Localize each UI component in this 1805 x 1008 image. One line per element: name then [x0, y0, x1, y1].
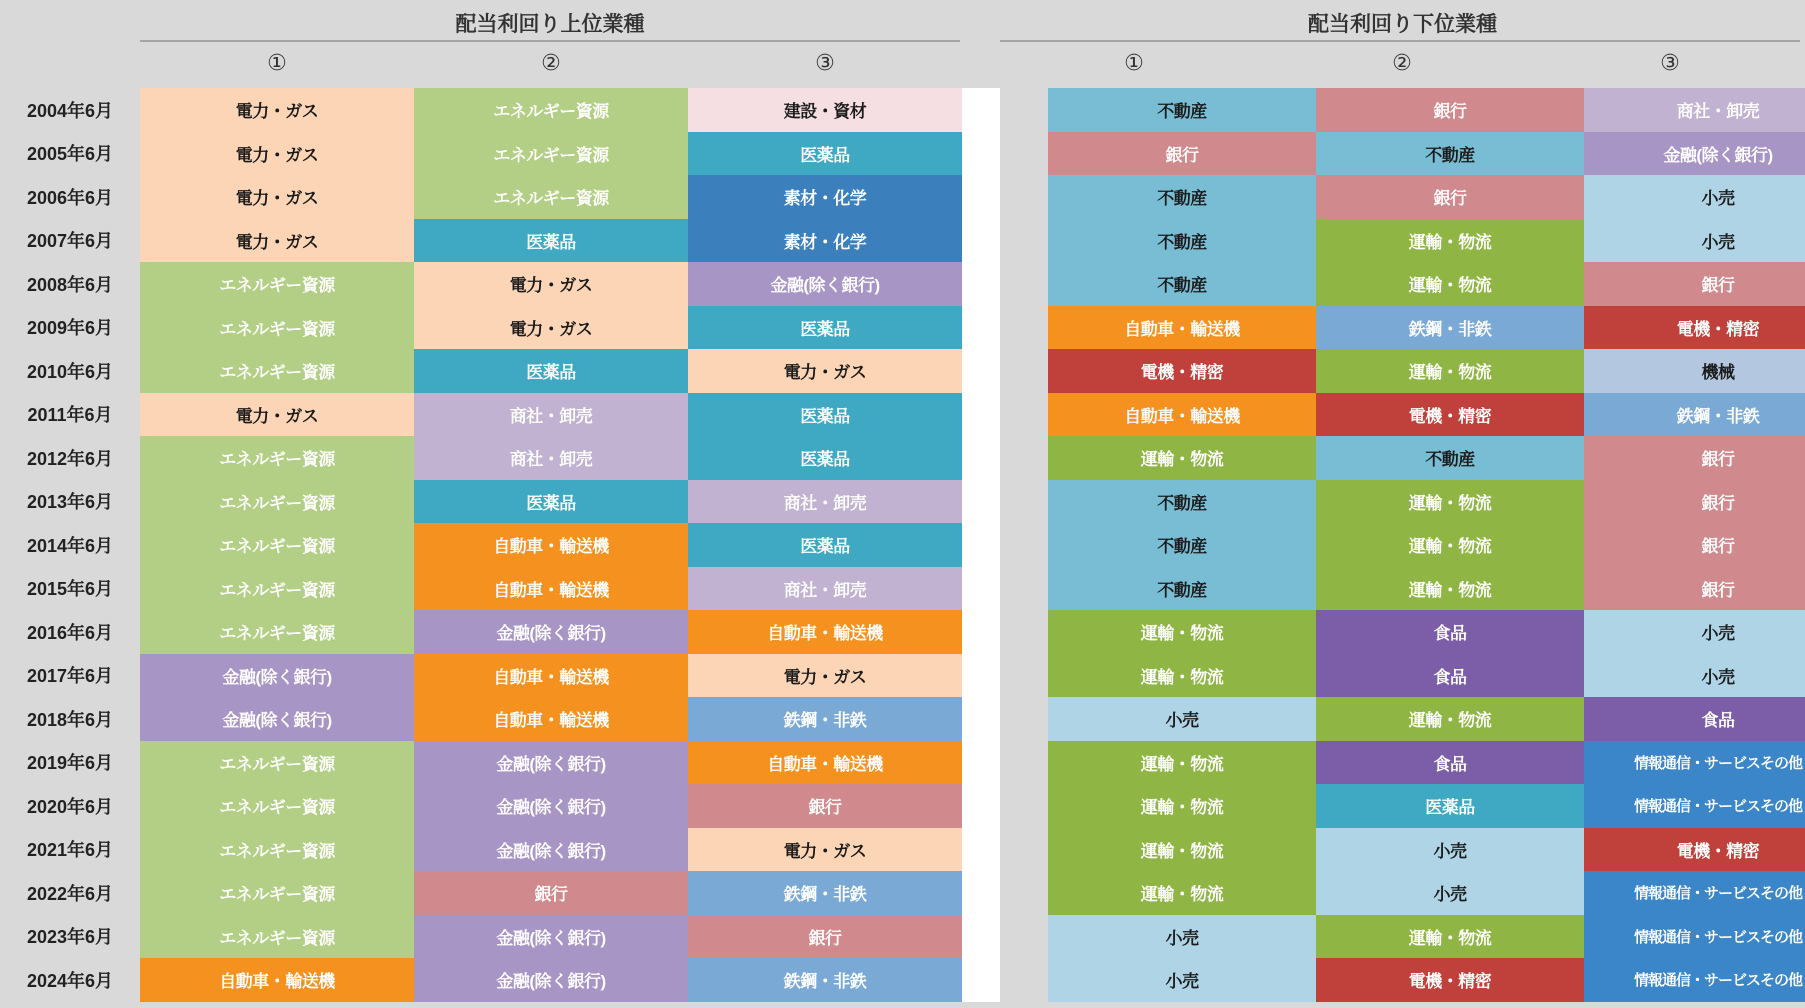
column-gap-white — [962, 393, 1000, 437]
cell-bottom-18-1: 運輸・物流 — [1048, 828, 1316, 872]
cell-bottom-17-1: 運輸・物流 — [1048, 784, 1316, 828]
table-row — [0, 88, 1805, 132]
cell-bottom-12-2: 運輸・物流 — [1316, 567, 1584, 611]
column-gap — [1000, 828, 1048, 872]
column-gap-white — [962, 697, 1000, 741]
column-gap-white — [962, 132, 1000, 176]
column-header-left-2: ② — [541, 50, 561, 75]
table-row — [0, 741, 1805, 785]
row-year-label: 2009年6月 — [0, 306, 140, 350]
cell-top-7-3: 電力・ガス — [688, 349, 962, 393]
cell-top-5-2: 電力・ガス — [414, 262, 688, 306]
cell-bottom-3-3: 小売 — [1584, 175, 1805, 219]
cell-top-12-2: 自動車・輸送機 — [414, 567, 688, 611]
column-gap-white — [962, 523, 1000, 567]
table-row — [0, 306, 1805, 350]
column-gap — [1000, 958, 1048, 1002]
cell-top-14-3: 電力・ガス — [688, 654, 962, 698]
row-year-label: 2007年6月 — [0, 219, 140, 263]
cell-top-4-2: 医薬品 — [414, 219, 688, 263]
table-row — [0, 480, 1805, 524]
cell-top-4-1: 電力・ガス — [140, 219, 414, 263]
column-gap — [1000, 480, 1048, 524]
table-row — [0, 697, 1805, 741]
column-gap — [1000, 393, 1048, 437]
row-year-label: 2017年6月 — [0, 654, 140, 698]
cell-top-11-1: エネルギー資源 — [140, 523, 414, 567]
column-gap-white — [962, 349, 1000, 393]
cell-top-18-1: エネルギー資源 — [140, 828, 414, 872]
cell-bottom-13-3: 小売 — [1584, 610, 1805, 654]
cell-bottom-11-3: 銀行 — [1584, 523, 1805, 567]
table-row — [0, 175, 1805, 219]
column-gap-white — [962, 480, 1000, 524]
cell-top-16-2: 金融(除く銀行) — [414, 741, 688, 785]
cell-top-15-2: 自動車・輸送機 — [414, 697, 688, 741]
cell-bottom-1-3: 商社・卸売 — [1584, 88, 1805, 132]
column-gap-white — [962, 871, 1000, 915]
column-header-right-3: ③ — [1660, 50, 1680, 75]
sector-matrix — [0, 88, 1805, 1002]
cell-bottom-16-2: 食品 — [1316, 741, 1584, 785]
cell-top-18-2: 金融(除く銀行) — [414, 828, 688, 872]
cell-bottom-1-2: 銀行 — [1316, 88, 1584, 132]
cell-top-19-2: 銀行 — [414, 871, 688, 915]
table-row — [0, 219, 1805, 263]
cell-bottom-14-2: 食品 — [1316, 654, 1584, 698]
cell-top-19-3: 鉄鋼・非鉄 — [688, 871, 962, 915]
cell-bottom-12-1: 不動産 — [1048, 567, 1316, 611]
cell-top-9-1: エネルギー資源 — [140, 436, 414, 480]
cell-top-10-2: 医薬品 — [414, 480, 688, 524]
cell-bottom-16-3: 情報通信・サービスその他 — [1584, 741, 1805, 785]
cell-bottom-19-2: 小売 — [1316, 871, 1584, 915]
column-gap-white — [962, 828, 1000, 872]
column-gap — [1000, 175, 1048, 219]
column-gap-white — [962, 654, 1000, 698]
cell-bottom-19-1: 運輸・物流 — [1048, 871, 1316, 915]
row-year-label: 2012年6月 — [0, 436, 140, 480]
cell-bottom-2-3: 金融(除く銀行) — [1584, 132, 1805, 176]
header-title-top-sectors: 配当利回り上位業種 — [455, 13, 645, 36]
cell-top-8-2: 商社・卸売 — [414, 393, 688, 437]
row-year-label: 2010年6月 — [0, 349, 140, 393]
cell-top-13-1: エネルギー資源 — [140, 610, 414, 654]
cell-bottom-8-2: 電機・精密 — [1316, 393, 1584, 437]
cell-top-16-1: エネルギー資源 — [140, 741, 414, 785]
column-gap-white — [962, 784, 1000, 828]
column-gap-white — [962, 915, 1000, 959]
cell-top-13-3: 自動車・輸送機 — [688, 610, 962, 654]
column-header-right-1: ① — [1124, 50, 1144, 75]
table-row — [0, 567, 1805, 611]
row-year-label: 2024年6月 — [0, 958, 140, 1002]
row-year-label: 2014年6月 — [0, 523, 140, 567]
cell-bottom-8-3: 鉄鋼・非鉄 — [1584, 393, 1805, 437]
cell-top-9-2: 商社・卸売 — [414, 436, 688, 480]
header-title-bottom-sectors: 配当利回り下位業種 — [1308, 13, 1497, 36]
column-gap-white — [962, 262, 1000, 306]
cell-top-12-1: エネルギー資源 — [140, 567, 414, 611]
cell-bottom-7-3: 機械 — [1584, 349, 1805, 393]
cell-top-3-2: エネルギー資源 — [414, 175, 688, 219]
table-row — [0, 523, 1805, 567]
cell-bottom-13-2: 食品 — [1316, 610, 1584, 654]
table-row — [0, 436, 1805, 480]
column-gap — [1000, 349, 1048, 393]
cell-bottom-1-1: 不動産 — [1048, 88, 1316, 132]
cell-top-20-2: 金融(除く銀行) — [414, 915, 688, 959]
row-year-label: 2023年6月 — [0, 915, 140, 959]
cell-bottom-2-2: 不動産 — [1316, 132, 1584, 176]
cell-top-1-3: 建設・資材 — [688, 88, 962, 132]
cell-bottom-15-3: 食品 — [1584, 697, 1805, 741]
column-gap-white — [962, 741, 1000, 785]
cell-bottom-2-1: 銀行 — [1048, 132, 1316, 176]
row-year-label: 2008年6月 — [0, 262, 140, 306]
cell-top-6-3: 医薬品 — [688, 306, 962, 350]
column-gap — [1000, 654, 1048, 698]
cell-bottom-10-1: 不動産 — [1048, 480, 1316, 524]
cell-top-21-1: 自動車・輸送機 — [140, 958, 414, 1002]
table-row — [0, 349, 1805, 393]
table-row — [0, 654, 1805, 698]
column-gap — [1000, 610, 1048, 654]
table-row — [0, 610, 1805, 654]
cell-bottom-20-2: 運輸・物流 — [1316, 915, 1584, 959]
cell-top-21-3: 鉄鋼・非鉄 — [688, 958, 962, 1002]
cell-top-20-1: エネルギー資源 — [140, 915, 414, 959]
column-gap-white — [962, 436, 1000, 480]
cell-bottom-21-2: 電機・精密 — [1316, 958, 1584, 1002]
cell-top-15-3: 鉄鋼・非鉄 — [688, 697, 962, 741]
cell-bottom-18-2: 小売 — [1316, 828, 1584, 872]
column-gap-white — [962, 958, 1000, 1002]
cell-bottom-13-1: 運輸・物流 — [1048, 610, 1316, 654]
table-row — [0, 828, 1805, 872]
column-gap — [1000, 306, 1048, 350]
row-year-label: 2018年6月 — [0, 697, 140, 741]
column-header-right-2: ② — [1392, 50, 1412, 75]
cell-top-16-3: 自動車・輸送機 — [688, 741, 962, 785]
cell-top-5-3: 金融(除く銀行) — [688, 262, 962, 306]
cell-bottom-6-3: 電機・精密 — [1584, 306, 1805, 350]
column-gap — [1000, 523, 1048, 567]
cell-bottom-4-2: 運輸・物流 — [1316, 219, 1584, 263]
cell-bottom-11-2: 運輸・物流 — [1316, 523, 1584, 567]
cell-top-17-1: エネルギー資源 — [140, 784, 414, 828]
cell-top-6-1: エネルギー資源 — [140, 306, 414, 350]
column-gap — [1000, 741, 1048, 785]
cell-bottom-9-1: 運輸・物流 — [1048, 436, 1316, 480]
cell-top-2-3: 医薬品 — [688, 132, 962, 176]
cell-bottom-8-1: 自動車・輸送機 — [1048, 393, 1316, 437]
column-gap — [1000, 871, 1048, 915]
column-gap — [1000, 262, 1048, 306]
row-year-label: 2019年6月 — [0, 741, 140, 785]
cell-bottom-7-2: 運輸・物流 — [1316, 349, 1584, 393]
cell-top-5-1: エネルギー資源 — [140, 262, 414, 306]
cell-bottom-20-3: 情報通信・サービスその他 — [1584, 915, 1805, 959]
cell-bottom-14-3: 小売 — [1584, 654, 1805, 698]
column-gap-white — [962, 306, 1000, 350]
cell-top-3-3: 素材・化学 — [688, 175, 962, 219]
cell-bottom-4-1: 不動産 — [1048, 219, 1316, 263]
cell-top-3-1: 電力・ガス — [140, 175, 414, 219]
column-gap — [1000, 915, 1048, 959]
cell-bottom-17-3: 情報通信・サービスその他 — [1584, 784, 1805, 828]
cell-top-18-3: 電力・ガス — [688, 828, 962, 872]
row-year-label: 2006年6月 — [0, 175, 140, 219]
column-gap-white — [962, 219, 1000, 263]
cell-top-10-3: 商社・卸売 — [688, 480, 962, 524]
column-header-left-3: ③ — [815, 50, 835, 75]
cell-bottom-21-1: 小売 — [1048, 958, 1316, 1002]
cell-bottom-6-2: 鉄鋼・非鉄 — [1316, 306, 1584, 350]
cell-top-7-2: 医薬品 — [414, 349, 688, 393]
header-rule-right — [1000, 40, 1800, 42]
cell-bottom-12-3: 銀行 — [1584, 567, 1805, 611]
cell-top-1-1: 電力・ガス — [140, 88, 414, 132]
column-gap — [1000, 219, 1048, 263]
cell-bottom-21-3: 情報通信・サービスその他 — [1584, 958, 1805, 1002]
cell-bottom-3-1: 不動産 — [1048, 175, 1316, 219]
cell-top-15-1: 金融(除く銀行) — [140, 697, 414, 741]
row-year-label: 2021年6月 — [0, 828, 140, 872]
cell-top-10-1: エネルギー資源 — [140, 480, 414, 524]
row-year-label: 2022年6月 — [0, 871, 140, 915]
cell-bottom-17-2: 医薬品 — [1316, 784, 1584, 828]
column-gap-white — [962, 610, 1000, 654]
row-year-label: 2004年6月 — [0, 88, 140, 132]
column-gap — [1000, 784, 1048, 828]
cell-top-4-3: 素材・化学 — [688, 219, 962, 263]
table-row — [0, 132, 1805, 176]
cell-top-13-2: 金融(除く銀行) — [414, 610, 688, 654]
cell-top-7-1: エネルギー資源 — [140, 349, 414, 393]
table-row — [0, 393, 1805, 437]
cell-top-11-3: 医薬品 — [688, 523, 962, 567]
column-gap-white — [962, 175, 1000, 219]
table-row — [0, 958, 1805, 1002]
cell-top-21-2: 金融(除く銀行) — [414, 958, 688, 1002]
cell-top-14-1: 金融(除く銀行) — [140, 654, 414, 698]
table-row — [0, 871, 1805, 915]
table-row — [0, 262, 1805, 306]
table-row — [0, 915, 1805, 959]
row-year-label: 2013年6月 — [0, 480, 140, 524]
cell-top-12-3: 商社・卸売 — [688, 567, 962, 611]
column-gap — [1000, 436, 1048, 480]
column-gap — [1000, 132, 1048, 176]
cell-top-1-2: エネルギー資源 — [414, 88, 688, 132]
cell-bottom-5-1: 不動産 — [1048, 262, 1316, 306]
cell-bottom-15-2: 運輸・物流 — [1316, 697, 1584, 741]
cell-bottom-9-2: 不動産 — [1316, 436, 1584, 480]
cell-bottom-14-1: 運輸・物流 — [1048, 654, 1316, 698]
cell-bottom-18-3: 電機・精密 — [1584, 828, 1805, 872]
row-year-label: 2011年6月 — [0, 393, 140, 437]
cell-bottom-5-2: 運輸・物流 — [1316, 262, 1584, 306]
column-gap — [1000, 697, 1048, 741]
cell-bottom-20-1: 小売 — [1048, 915, 1316, 959]
cell-bottom-5-3: 銀行 — [1584, 262, 1805, 306]
cell-top-9-3: 医薬品 — [688, 436, 962, 480]
column-gap — [1000, 88, 1048, 132]
cell-bottom-7-1: 電機・精密 — [1048, 349, 1316, 393]
cell-top-20-3: 銀行 — [688, 915, 962, 959]
cell-bottom-4-3: 小売 — [1584, 219, 1805, 263]
cell-bottom-16-1: 運輸・物流 — [1048, 741, 1316, 785]
cell-top-11-2: 自動車・輸送機 — [414, 523, 688, 567]
cell-top-17-2: 金融(除く銀行) — [414, 784, 688, 828]
cell-bottom-3-2: 銀行 — [1316, 175, 1584, 219]
cell-top-8-3: 医薬品 — [688, 393, 962, 437]
row-year-label: 2016年6月 — [0, 610, 140, 654]
cell-bottom-11-1: 不動産 — [1048, 523, 1316, 567]
cell-top-14-2: 自動車・輸送機 — [414, 654, 688, 698]
cell-top-19-1: エネルギー資源 — [140, 871, 414, 915]
cell-top-6-2: 電力・ガス — [414, 306, 688, 350]
cell-top-17-3: 銀行 — [688, 784, 962, 828]
header-rule-left — [140, 40, 960, 42]
cell-bottom-6-1: 自動車・輸送機 — [1048, 306, 1316, 350]
cell-bottom-15-1: 小売 — [1048, 697, 1316, 741]
row-year-label: 2015年6月 — [0, 567, 140, 611]
cell-bottom-10-2: 運輸・物流 — [1316, 480, 1584, 524]
column-gap — [1000, 567, 1048, 611]
table-row — [0, 784, 1805, 828]
column-gap-white — [962, 88, 1000, 132]
column-header-left-1: ① — [267, 50, 287, 75]
cell-bottom-10-3: 銀行 — [1584, 480, 1805, 524]
cell-bottom-19-3: 情報通信・サービスその他 — [1584, 871, 1805, 915]
cell-top-8-1: 電力・ガス — [140, 393, 414, 437]
cell-bottom-9-3: 銀行 — [1584, 436, 1805, 480]
chart-header — [0, 0, 1805, 88]
column-gap-white — [962, 567, 1000, 611]
cell-top-2-1: 電力・ガス — [140, 132, 414, 176]
row-year-label: 2005年6月 — [0, 132, 140, 176]
cell-top-2-2: エネルギー資源 — [414, 132, 688, 176]
row-year-label: 2020年6月 — [0, 784, 140, 828]
